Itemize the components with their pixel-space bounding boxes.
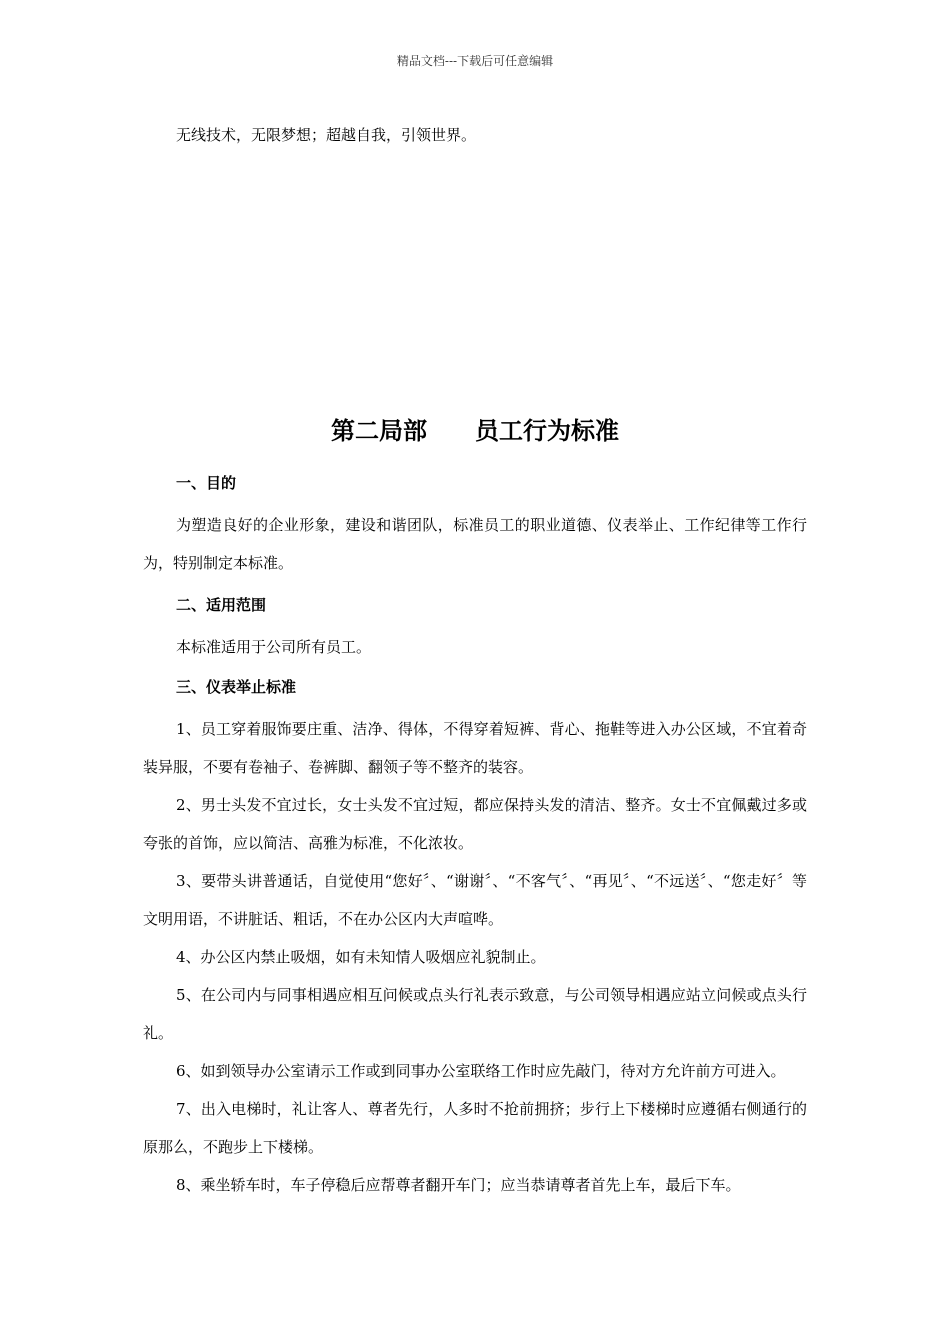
- conduct-item: 4、办公区内禁止吸烟，如有未知情人吸烟应礼貌制止。: [176, 948, 546, 966]
- conduct-item: 5、在公司内与同事相遇应相互问候或点头行礼表示致意，与公司领导相遇应站立问候或点头行礼。: [143, 986, 807, 1042]
- page-title: 第二局部 员工行为标准: [331, 417, 619, 445]
- document-body: [143, 468, 807, 1204]
- company-slogan: 无线技术，无限梦想；超越自我，引领世界。: [176, 126, 477, 144]
- section-body-purpose: 为塑造良好的企业形象，建设和谐团队，标准员工的职业道德、仪表举止、工作纪律等工作行为，特别制定本标准。: [143, 516, 807, 572]
- conduct-item: 7、出入电梯时，礼让客人、尊者先行，人多时不抢前拥挤；步行上下楼梯时应遵循右侧通行的原那么，不跑步上下楼梯。: [143, 1100, 807, 1156]
- section-heading-purpose: 一、目的: [176, 474, 237, 492]
- page-header: 精品文档---下载后可任意编辑: [396, 54, 554, 68]
- conduct-item: 1、员工穿着服饰要庄重、洁净、得体，不得穿着短裤、背心、拖鞋等进入办公区域，不宜着奇装异服，不要有卷袖子、卷裤脚、翻领子等不整齐的装容。: [143, 720, 807, 776]
- conduct-item: 2、男士头发不宜过长，女士头发不宜过短，都应保持头发的清洁、整齐。女士不宜佩戴过多或夸张的首饰，应以简洁、高雅为标准，不化浓妆。: [143, 796, 807, 852]
- section-body-scope: 本标准适用于公司所有员工。: [176, 638, 372, 656]
- conduct-item: 6、如到领导办公室请示工作或到同事办公室联络工作时应先敲门，待对方允许前方可进入。: [176, 1062, 786, 1080]
- conduct-item: 3、要带头讲普通话，自觉使用“您好〞、“谢谢〞、“不客气〞、“再见〞、“不远送〞、“您走好〞等文明用语，不讲脏话、粗话，不在办公区内大声喧哗。: [143, 872, 807, 928]
- section-heading-scope: 二、适用范围: [176, 596, 267, 614]
- section-heading-conduct: 三、仪表举止标准: [176, 678, 297, 696]
- conduct-item: 8、乘坐轿车时，车子停稳后应帮尊者翻开车门；应当恭请尊者首先上车，最后下车。: [176, 1176, 741, 1194]
